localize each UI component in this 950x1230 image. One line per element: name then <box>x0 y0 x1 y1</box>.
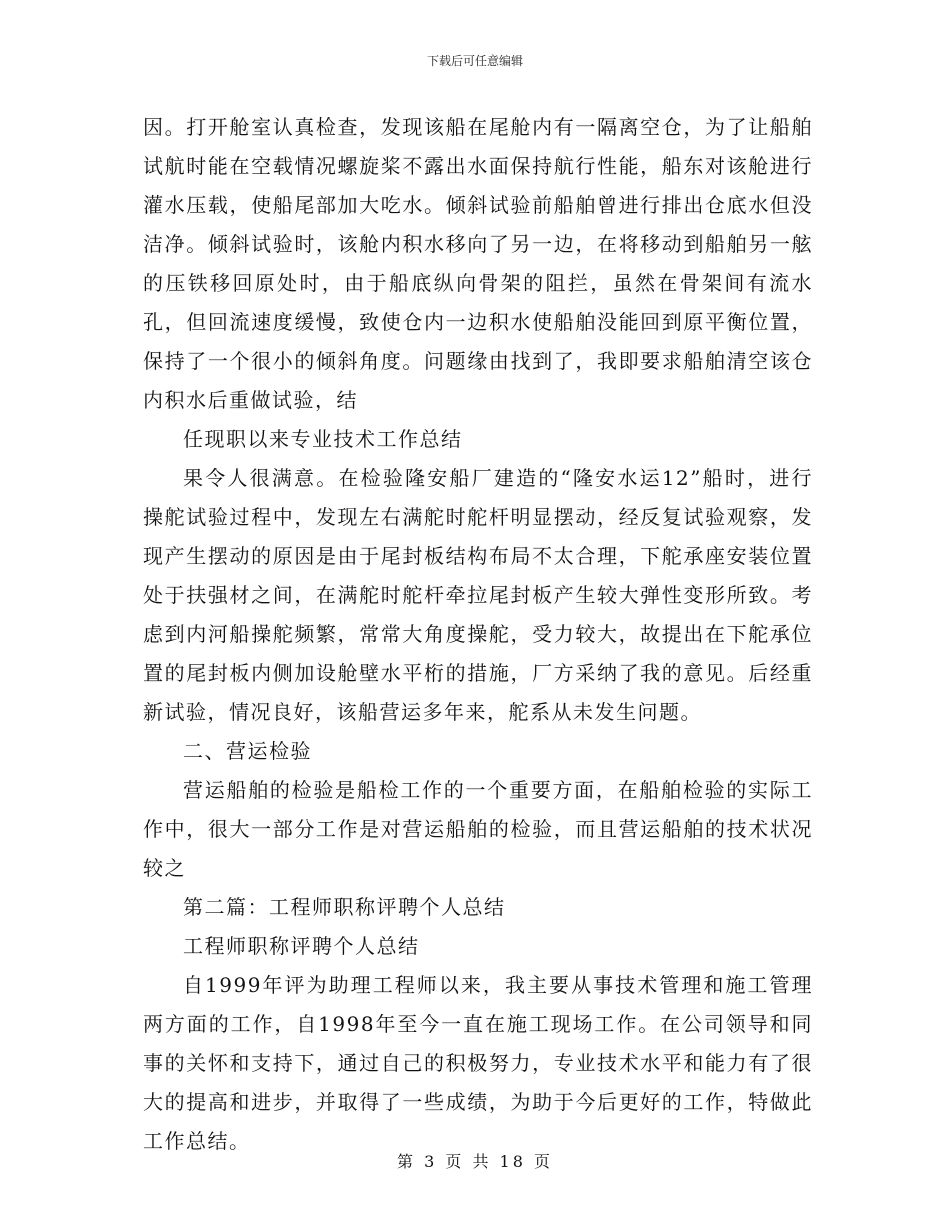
chapter-heading: 第二篇：工程师职称评聘个人总结 <box>183 895 506 919</box>
paragraph: 营运船舶的检验是船检工作的一个重要方面，在船舶检验的实际工作中，很大一部分工作是对营运船舶的检验，而且营运船舶的技术状况较之 <box>143 778 813 880</box>
paragraph-continued: 因。打开舱室认真检查，发现该船在尾舱内有一隔离空仓，为了让船舶试航时能在空载情况螺旋桨不露出水面保持航行性能，船东对该舱进行灌水压载，使船尾部加大吃水。倾斜试验前船舶曾进行排出仓底水但没洁净。倾斜试验时，该舱内积水移向了另一边，在将移动到船舶另一舷的压铁移回原处时，由于船底纵向骨架的阻拦，虽然在骨架间有流水孔，但回流速度缓慢，致使仓内一边积水使船舶没能回到原平衡位置，保持了一个很小的倾斜角度。问题缘由找到了，我即要求船舶清空该仓内积水后重做试验，结 <box>143 115 813 412</box>
document-title: 工程师职称评聘个人总结 <box>183 934 420 958</box>
section-heading: 二、营运检验 <box>183 739 312 763</box>
paragraph: 自1999年评为助理工程师以来，我主要从事技术管理和施工管理两方面的工作，自1998年至今一直在施工现场工作。在公司领导和同事的关怀和支持下，通过自己的积极努力，专业技术水平和能力有了很大的提高和进步，并取得了一些成绩，为助于今后更好的工作，特做此工作总结。 <box>143 973 813 1153</box>
page-number: 第 3 页 共 18 页 <box>397 1152 553 1171</box>
page-header-note: 下载后可任意编辑 <box>426 54 523 68</box>
paragraph: 果令人很满意。在检验隆安船厂建造的“隆安水运12”船时，进行操舵试验过程中，发现左右满舵时舵杆明显摆动，经反复试验观察，发现产生摆动的原因是由于尾封板结构布局不太合理，下舵承座安装位置处于扶强材之间，在满舵时舵杆牵拉尾封板产生较大弹性变形所致。考虑到内河船操舵频繁，常常大角度操舵，受力较大，故提出在下舵承位置的尾封板内侧加设舱壁水平桁的措施，厂方采纳了我的意见。后经重新试验，情况良好，该船营运多年来，舵系从未发生问题。 <box>143 466 813 724</box>
document-body <box>143 108 813 1161</box>
section-heading: 任现职以来专业技术工作总结 <box>183 427 463 451</box>
